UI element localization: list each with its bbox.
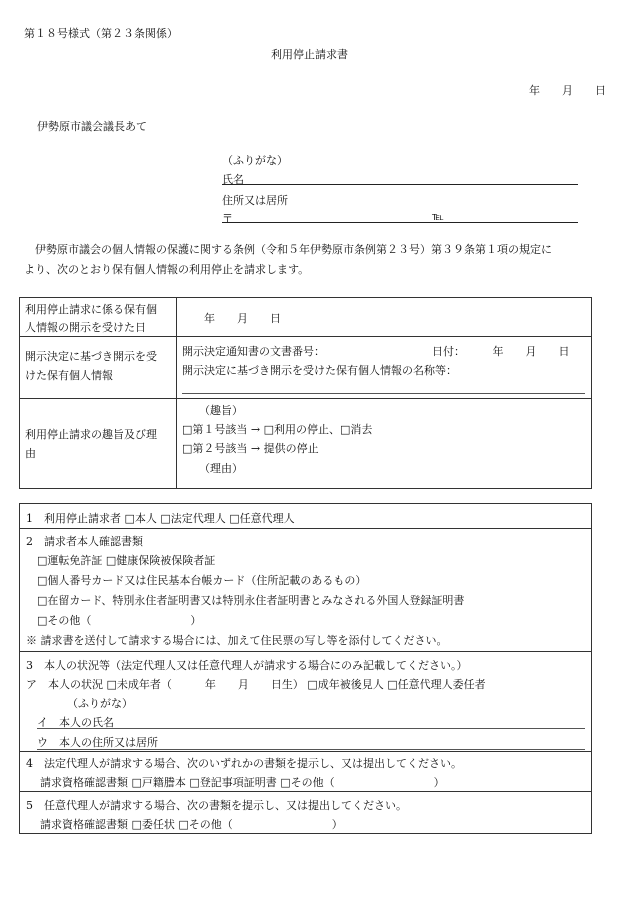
- details-table: [19, 503, 592, 834]
- section5-title: 5 任意代理人が請求する場合、次の書類を提示し、又は提出してください。: [26, 799, 407, 812]
- postal-mark: 〒: [222, 212, 233, 225]
- section2-title: 2 請求者本人確認書類: [26, 535, 143, 548]
- row1-label-a: 利用停止請求に係る保有個: [25, 303, 157, 316]
- info-name-label: 開示決定に基づき開示を受けた保有個人情報の名称等：: [182, 364, 457, 377]
- section-divider: [20, 528, 591, 529]
- date-field[interactable]: 年 月 日: [529, 84, 606, 97]
- section3-principal-address: ウ 本人の住所又は居所: [37, 736, 158, 749]
- section4-title: 4 法定代理人が請求する場合、次のいずれかの書類を提示し、又は提出してください。: [26, 757, 462, 770]
- section5-documents[interactable]: 請求資格確認書類 □委任状 □その他（ ）: [40, 818, 343, 831]
- request-table: [19, 297, 592, 489]
- info-name-input-line[interactable]: [182, 393, 585, 394]
- row3-label-a: 利用停止請求の趣旨及び理: [25, 428, 157, 441]
- row2-label-a: 開示決定に基づき開示を受: [25, 350, 157, 363]
- table-row-divider: [20, 398, 591, 399]
- name-label: 氏名: [222, 173, 244, 186]
- item2-checkbox-line[interactable]: □第２号該当 → 提供の停止: [182, 442, 319, 455]
- section-divider: [20, 651, 591, 652]
- intro-line-1: 伊勢原市議会の個人情報の保護に関する条例（令和５年伊勢原市条例第２３号）第３９条第１項の規定に: [24, 243, 552, 256]
- item1-checkbox-line[interactable]: □第１号該当 → □利用の停止、□消去: [182, 423, 373, 436]
- address-input-line[interactable]: [222, 222, 578, 223]
- table-row-divider: [20, 336, 591, 337]
- notice-date-field[interactable]: 日付： 年 月 日: [432, 345, 570, 358]
- principal-address-input-line[interactable]: [37, 749, 585, 750]
- form-number: 第１８号様式（第２３条関係）: [24, 27, 178, 40]
- section3-furigana: （ふりがな）: [67, 697, 133, 710]
- section4-documents[interactable]: 請求資格確認書類 □戸籍謄本 □登記事項証明書 □その他（ ）: [40, 776, 445, 789]
- reason-label: （理由）: [199, 462, 243, 475]
- furigana-label: （ふりがな）: [222, 154, 288, 167]
- intro-line-2: より、次のとおり保有個人情報の利用停止を請求します。: [24, 263, 310, 276]
- section2-line4[interactable]: □その他（ ）: [37, 614, 202, 627]
- section2-note: ※ 請求書を送付して請求する場合には、加えて住民票の写し等を添付してください。: [26, 634, 448, 647]
- section1-requester[interactable]: 1 利用停止請求者 □本人 □法定代理人 □任意代理人: [26, 512, 295, 525]
- table-divider: [176, 298, 177, 488]
- section3-title: 3 本人の状況等（法定代理人又は任意代理人が請求する場合にのみ記載してください。）: [26, 659, 468, 672]
- doc-number-label: 開示決定通知書の文書番号：: [182, 345, 325, 358]
- principal-name-input-line[interactable]: [37, 728, 585, 729]
- name-input-line[interactable]: [222, 184, 578, 185]
- section3-principal-name: イ 本人の氏名: [37, 716, 114, 729]
- row2-label-b: けた保有個人情報: [25, 369, 113, 382]
- section2-line1[interactable]: □運転免許証 □健康保険被保険者証: [37, 554, 216, 567]
- tel-mark: ℡: [432, 210, 444, 223]
- section3-status-line[interactable]: ア 本人の状況 □未成年者（ 年 月 日生） □成年被後見人 □任意代理人委任者: [26, 678, 486, 691]
- section-divider: [20, 751, 591, 752]
- disclosure-date-field[interactable]: 年 月 日: [204, 312, 281, 325]
- addressee: 伊勢原市議会議長あて: [37, 120, 147, 133]
- purpose-label: （趣旨）: [199, 404, 243, 417]
- section2-line3[interactable]: □在留カード、特別永住者証明書又は特別永住者証明書とみなされる外国人登録証明書: [37, 594, 465, 607]
- form-title: 利用停止請求書: [271, 48, 348, 61]
- row3-label-b: 由: [25, 447, 36, 460]
- row1-label-b: 人情報の開示を受けた日: [25, 321, 146, 334]
- section-divider: [20, 791, 591, 792]
- section2-line2[interactable]: □個人番号カード又は住民基本台帳カード（住所記載のあるもの）: [37, 574, 367, 587]
- address-label: 住所又は居所: [222, 194, 288, 207]
